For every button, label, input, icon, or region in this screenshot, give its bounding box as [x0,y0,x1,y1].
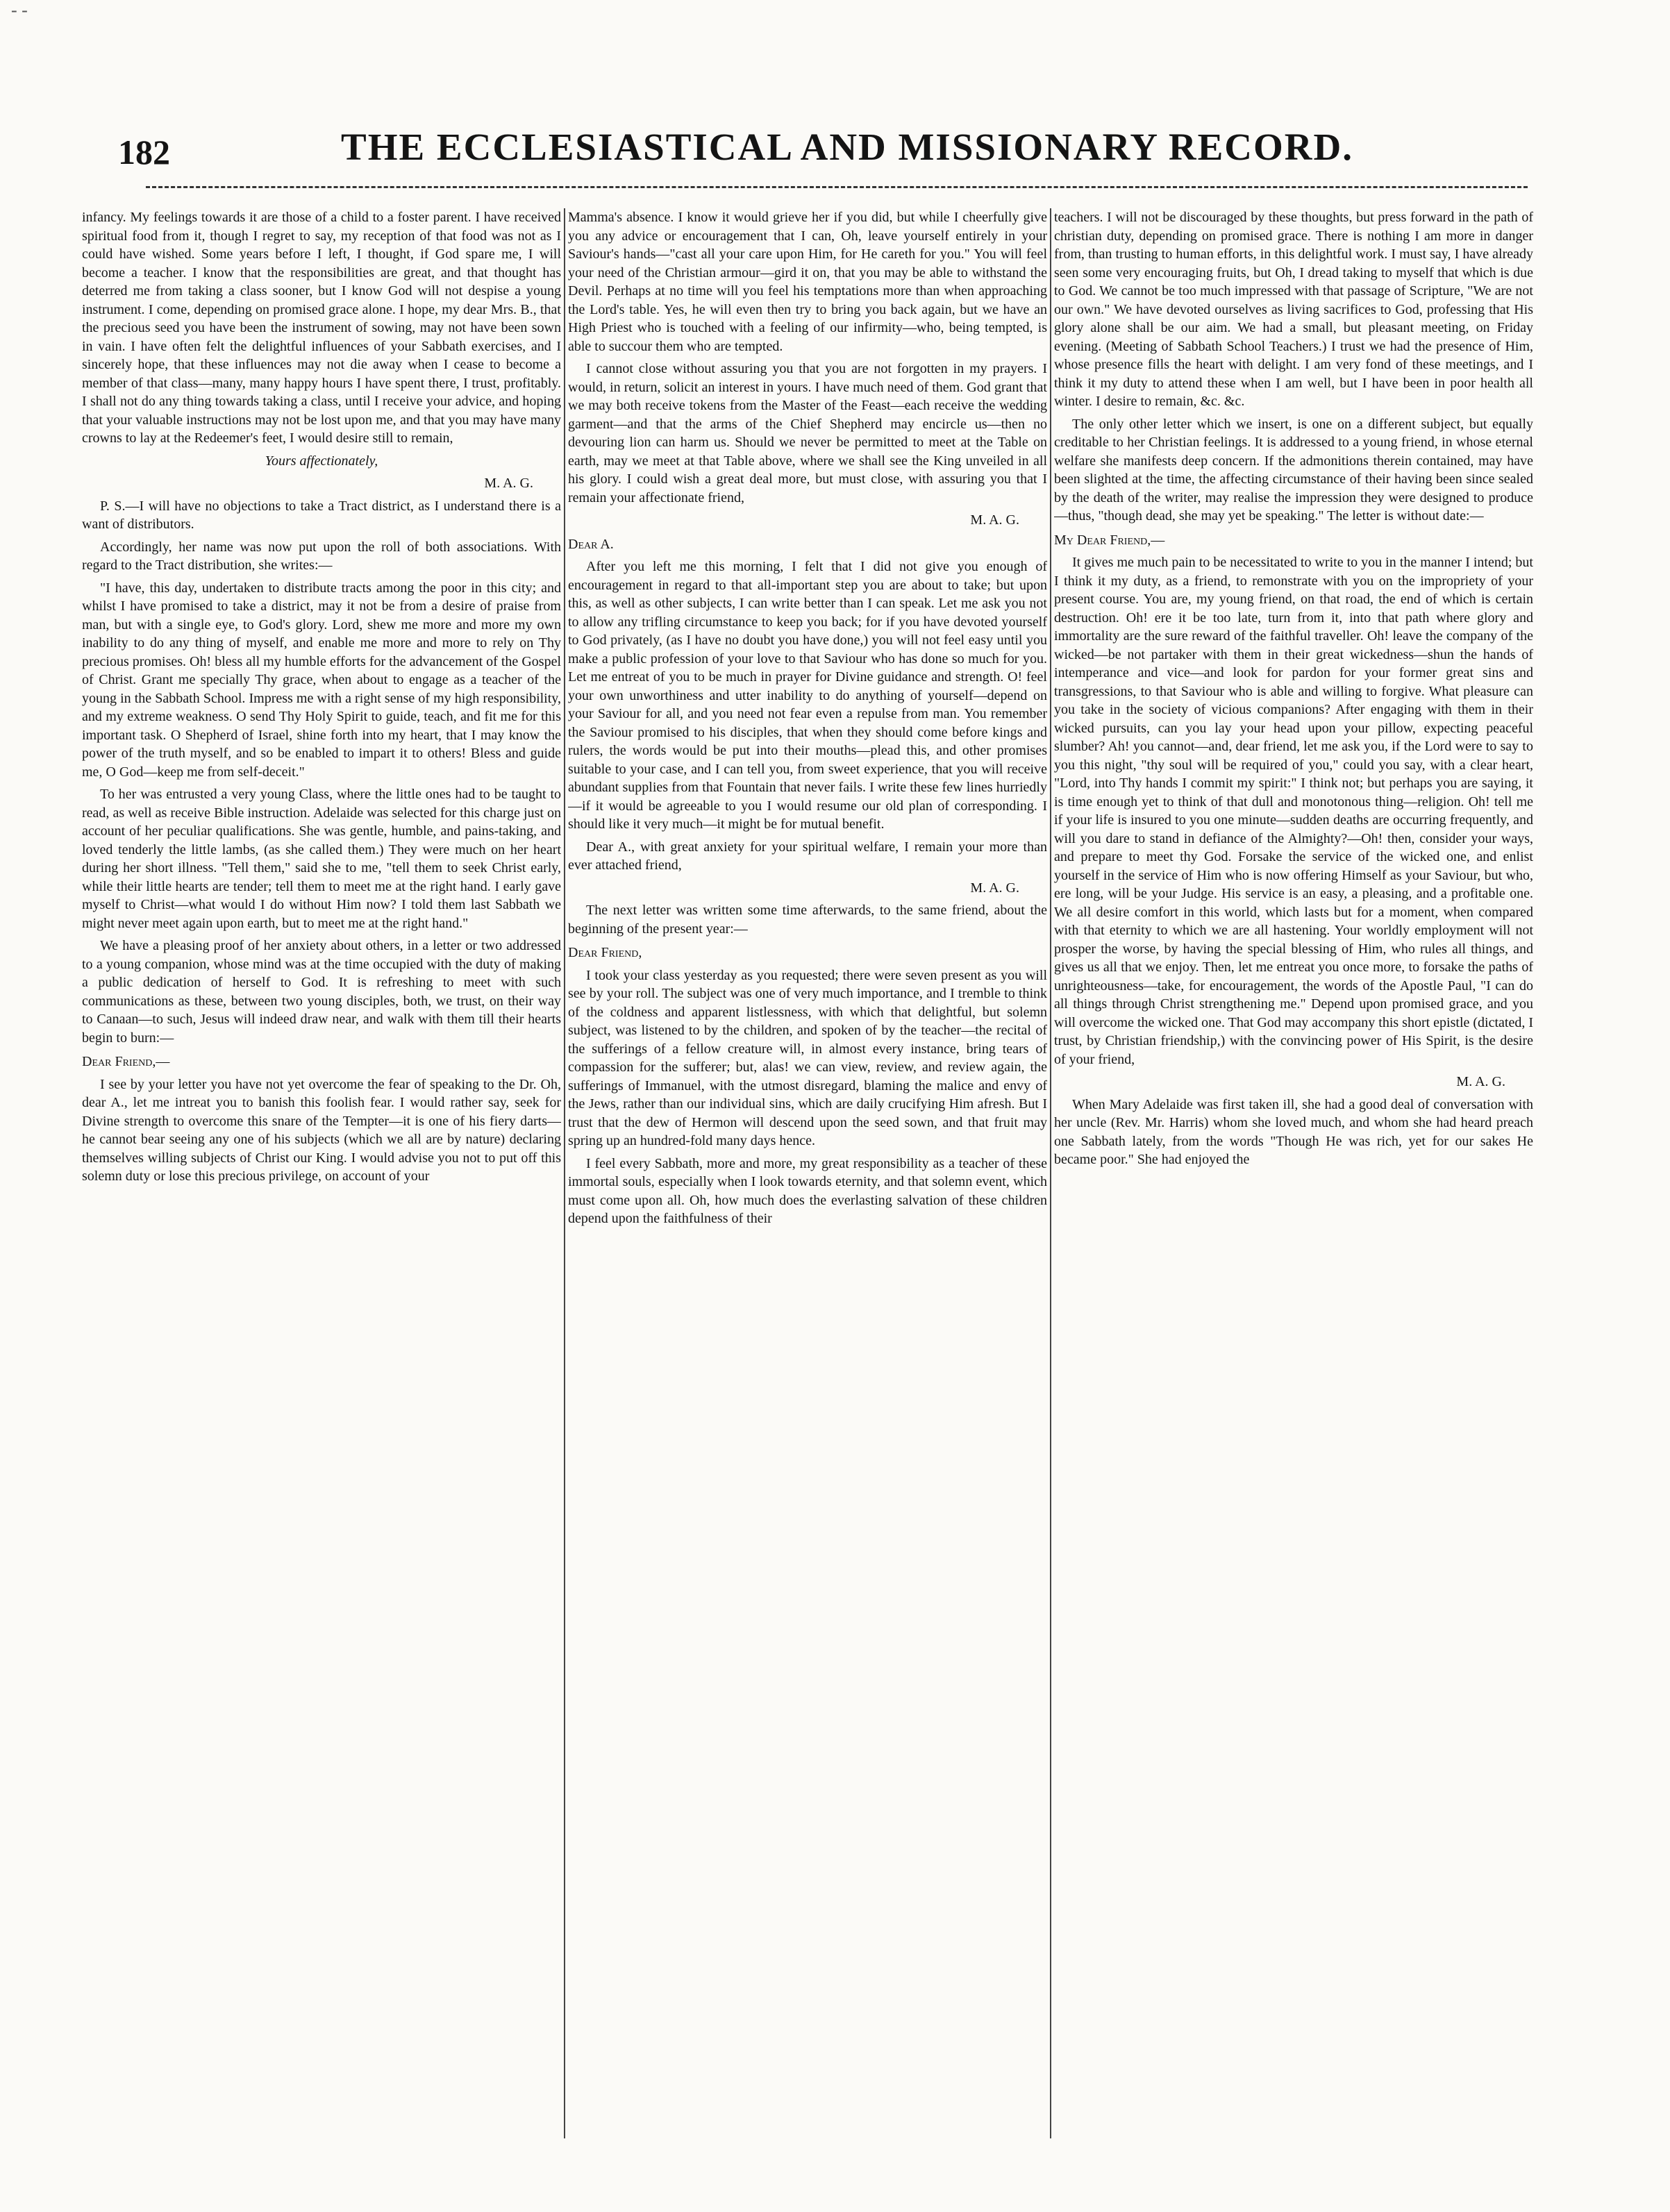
paragraph: To her was entrusted a very young Class, where the little ones had to be taught to read, as well as receive Bible instruction. Adelaide was selected for this charge just on account of her peculiar qualifications. She was gentle, humble, and pains-taking, and loved tenderly the little lambs, (as she called them.) They were much on her heart during her short illness. "Tell them," said she to me, "tell them to seek Christ early, while their little hearts are tender; tell them to meet me at the right hand. I early gave myself to Christ—what would I do without Him now? I told them last Sabbath we might never meet again upon earth, but to meet me at the right hand." [82,787,561,931]
page-number: 182 [118,133,170,171]
paragraph: We have a pleasing proof of her anxiety about others, in a letter or two addressed to a young companion, whose mind was at the time occupied with the duty of making a public dedication of herself to God. It is refreshing to meet with such communications as these, between two young disciples, both, we trust, on their way to Canaan—to such, Jesus will indeed draw near, and walk with them till their hearts begin to burn:— [82,938,561,1046]
letter-salutation: My Dear Friend,— [1054,532,1165,548]
column-rule [564,208,565,2138]
signature: M. A. G. [1456,1074,1505,1089]
letter-salutation: Dear Friend,— [82,1054,170,1069]
paragraph: The next letter was written some time afterwards, to the same friend, about the beginning of the present year:— [568,903,1047,937]
letter-salutation: Dear A. [568,536,614,552]
paragraph: Mamma's absence. I know it would grieve her if you did, but while I cheerfully give you any advice or encouragement that I can, Oh, leave yourself entirely in your Saviour's hands—"cast all your care upon Him, for He careth for you." You will feel your need of the Christian armour—gird it on, that you may be able to withstand the Devil. Perhaps at no time will you feel his temptations more than when approaching the Lord's table. Yes, he will even then try to bring you back again, but we have an High Priest who is touched with a feeling of our infirmity—who, being tempted, is able to succour them who are tempted. [568,210,1047,354]
paragraph: When Mary Adelaide was first taken ill, she had a good deal of conversation with her uncle (Rev. Mr. Harris) whom she loved much, and whom she had heard preach one Sabbath lately, from the words "Though He was rich, yet for our sakes He became poor." She had enjoyed the [1054,1096,1533,1167]
column-rule [1050,208,1051,2138]
paragraph: I feel every Sabbath, more and more, my great responsibility as a teacher of these immortal souls, especially when I look towards eternity, and that solemn event, which must come upon all. Oh, how much does the everlasting salvation of these children depend upon the faithfulness of their [568,1155,1047,1226]
paragraph: I cannot close without assuring you that you are not forgotten in my prayers. I would, in return, solicit an interest in yours. I have much need of them. God grant that we may both receive tokens from the Master of the Feast—each receive the wedding garment—and that the arms of the Chief Shepherd may encircle us—then no devouring lion can harm us. Should we never be permitted to meet at the Table on earth, may we meet at that Table above, where we shall see the King unveiled in all his glory. I could wish a great deal more, but must close, with assuring you that I remain your affectionate friend, [568,361,1047,505]
column-2 [568,208,1047,2152]
column-3 [1054,208,1533,2152]
column-1 [82,208,561,2152]
letter-salutation: Dear Friend, [568,945,642,960]
paragraph: After you left me this morning, I felt that I did not give you enough of encouragement in regard to that all-important step you are about to take; but upon this, as well as other subjects, I can write better than I can speak. Let me ask you not to allow any trifling circumstance to keep you back; for if you have devoted yourself to God privately, (as I have no doubt you have done,) you will not feel easy until you make a public profession of your love to that Saviour who has done so much for you. Let me entreat of you to be much in prayer for Divine guidance and strength. O! feel your own unworthiness and utter inability to do anything of yourself—depend on your Saviour for all, and you need not fear even a repulse from man. You remember the Saviour promised to his disciples, that when they should come before kings and rulers, the words would be put into their mouths—plead this, and other promises suitable to your case, and I can tell you, from sweet experience, that you will receive abundant supplies from that Fountain that never fails. I write these few lines hurriedly—if it would be agreeable to you I would resume our old plan of corresponding. I should like it very much—it might be for mutual benefit. [568,559,1047,832]
paragraph: teachers. I will not be discouraged by these thoughts, but press forward in the path of christian duty, depending on promised grace. There is nothing I am more in danger from, than trusting to human efforts, in this delightful work. I must say, I have already seen some very encouraging fruits, but Oh, I dread taking to myself that which is due to God. We cannot be too much impressed with that passage of Scripture, "We are not our own." We have devoted ourselves as living sacrifices to God, professing that His glory alone shall be our aim. We had a small, but pleasant meeting, on Friday evening. (Meeting of Sabbath School Teachers.) I trust we had the presence of Him, whose presence fills the heart with delight. I am very fond of these meetings, and I think it my duty to attend these when I am well, but I have been in poor health all winter. I desire to remain, &c. &c. [1054,210,1533,409]
paragraph: I took your class yesterday as you requested; there were seven present as you will see by your roll. The subject was one of very much importance, and I tremble to think of the coldness and apparent listlessness, with which that delightful, but solemn subject, was listened to by the children, and spoken of by the teacher—the recital of the sufferings of a fellow creature will, in almost every instance, bring tears of compassion for the sufferer; but, alas! we can view, review, and review again, the sufferings of Immanuel, with the utmost disregard, blaming the malice and envy of the Jews, rather than our individual sins, which are daily crucifying Him afresh. But I trust that the dew of Hermon will descend upon the seed sown, and that fruit may spring up an hundred-fold many days hence. [568,967,1047,1148]
letter-signoff: Yours affectionately, [265,453,378,469]
paragraph: It gives me much pain to be necessitated to write to you in the manner I intend; but I think it my duty, as a friend, to remonstrate with you on the impropriety of your present course. You are, my young friend, on that road, the end of which is certain destruction. Oh! ere it be too late, turn from it, into that path where glory and immortality are the sure reward of the faithful traveller. Oh! leave the company of the wicked—be not partaker with them in their great wickedness—shun the hands of intemperance and vice—and look for pardon for your former great sins and transgressions, to that Saviour who is able and willing to forgive. What pleasure can you take in the society of vicious companions? After engaging with them in their wicked pursuits, can you lay your head upon your pillow, expecting peaceful slumber? Ah! you cannot—and, dear friend, let me ask you, if the Lord were to say to you this night, "thy soul will be required of you," could you say, with a clear heart, "Lord, into Thy hands I commit my spirit:" I think not; but perhaps you are saying, it is time enough yet to think of that dull and monotonous thing—religion. Oh! tell me if your life is insured to you one minute—sudden deaths are occurring frequently, and will you dare to stand in defiance of the Almighty?—Oh! then, consider your ways, and prepare to meet thy God. Forsake the service of the wicked one, and enlist yourself in the service of Him who is now offering Himself as your Saviour, but who, ere long, will be your Judge. His service is an easy, a pleasing, and a profitable one. We all desire comfort in this world, which lasts but for a moment, when compared with that eternity to which we are all hastening. Your worldly employment will not prosper the worse, by having the special blessing of Him, who rules all things, and gives us all that we enjoy. Then, let me entreat you once more, to forsake the paths of unrighteousness—take, for encouragement, the words of the Apostle Paul, "I can do all things through Christ strengthening me." Depend upon promised grace, and you will overcome the wicked one. That God may accompany this short epistle (dictated, I trust, by Christian friendship,) with the convincing power of His Spirit, is the desire of your friend, [1054,555,1533,1067]
paragraph: Dear A., with great anxiety for your spiritual welfare, I remain your more than ever attached friend, [568,839,1047,873]
paragraph: infancy. My feelings towards it are those of a child to a foster parent. I have received spiritual food from it, though I regret to say, my reception of that food was not as I could have wished. Some years before I left, I thought, if God spare me, I will become a teacher. I know that the responsibilities are great, and that thought has deterred me from taking a class sooner, but I know God will not despise a young instrument. I come, depending on promised grace alone. I hope, my dear Mrs. B., that the precious seed you have been the instrument of sowing, may not have been sown in vain. I have often felt the delightful influences of your Sabbath exercises, and I sincerely hope, that these influences may not die away when I cease to become a member of that class—many, many happy hours I have spent there, I trust, profitably. I shall not do any thing towards taking a class, until I receive your advice, and hoping that your valuable instructions may not be lost upon me, and that you may have many crowns to lay at the Redeemer's feet, I would desire still to remain, [82,210,561,446]
signature: M. A. G. [970,880,1019,896]
paragraph: P. S.—I will have no objections to take a Tract district, as I understand there is a want of distributors. [82,498,561,532]
signature: M. A. G. [484,476,533,491]
scan-mark: - - [11,0,28,20]
page-header [118,125,1569,185]
paragraph: I see by your letter you have not yet overcome the fear of speaking to the Dr. Oh, dear A., let me intreat you to banish this foolish fear. I would rather say, seek for Divine strength to overcome this snare of the Tempter—it is one of his fiery darts—he cannot bear seeing any one of his subjects (which we all are by nature) declaring themselves willing subjects of Christ our King. I would advise you not to put off this solemn duty or lose this precious privilege, on account of your [82,1076,561,1184]
running-title: THE ECCLESIASTICAL AND MISSIONARY RECORD. [341,126,1353,168]
paragraph: Accordingly, her name was now put upon the roll of both associations. With regard to the Tract distribution, she writes:— [82,539,561,573]
paragraph: "I have, this day, undertaken to distribute tracts among the poor in this city; and whilst I have promised to take a district, may it not be from a desire of praise from man, but with a single eye, to God's glory. Lord, shew me more and more my own inability to do any thing of myself, and enable me more and more to rely on Thy precious promises. Oh! bless all my humble efforts for the advancement of the Gospel of Christ. Grant me specially Thy grace, when about to engage as a teacher of the young in the Sabbath School. Impress me with a right sense of my high responsibility, and my extreme weakness. O send Thy Holy Spirit to guide, teach, and fit me for this important task. O Shepherd of Israel, shine forth into my heart, that I may know the power of the truth myself, and so be enabled to impart it to others! Bless and guide me, O God—keep me from self-deceit." [82,580,561,780]
signature: M. A. G. [970,512,1019,528]
header-rule [146,186,1528,188]
paragraph: The only other letter which we insert, is one on a different subject, but equally creditable to her Christian feelings. It is addressed to a young friend, in whose eternal welfare she manifests deep concern. If the admonitions therein contained, may have been slighted at the time, the affecting circumstance of their having been since sealed by the death of the writer, may realise the impression they were designed to produce—thus, "though dead, she may yet be speaking." The letter is without date:— [1054,416,1533,523]
